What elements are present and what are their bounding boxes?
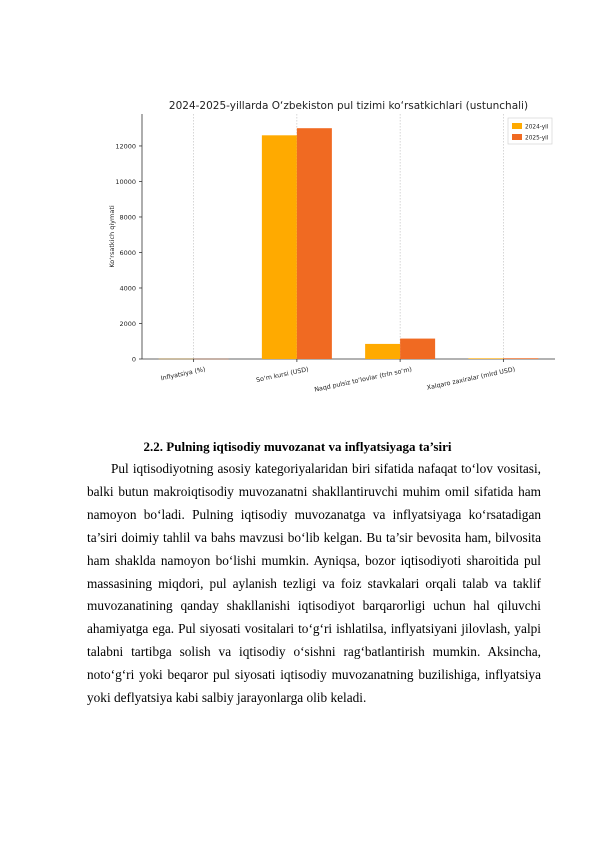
legend-label: 2024-yil (525, 124, 549, 131)
chart-title: 2024-2025-yillarda O‘zbekiston pul tizimi ko‘rsatkichlari (ustunchali) (168, 100, 529, 112)
legend-swatch (512, 134, 522, 140)
bar (297, 128, 332, 359)
bar (468, 358, 503, 359)
y-tick-label: 8000 (119, 213, 136, 222)
y-tick-label: 2000 (119, 319, 136, 328)
y-tick-label: 6000 (119, 248, 136, 257)
bar (400, 339, 435, 359)
y-tick-label: 10000 (115, 177, 136, 186)
y-tick-label: 4000 (119, 284, 136, 293)
y-axis-label: Ko‘rsatkich qiymati (108, 205, 116, 268)
y-tick-label: 0 (131, 355, 136, 364)
bar (365, 344, 400, 359)
bar (503, 358, 538, 359)
bar (262, 135, 297, 359)
body-paragraph: Pul iqtisodiyotning asosiy kategoriyalaridan biri sifatida nafaqat to‘lov vositasi, balki butun makroiqtisodiy muvozanatni shakllantiruvchi muhim omil sifatida ham namoyon bo‘ladi. Pulning iqtisodiy muvozanatga va inflyatsiyaga ko‘rsatadigan ta’siri doimiy tahlil va bahs mavzusi bo‘lib kelgan. Bu ta’sir bevosita ham, bilvosita ham shaklda namoyon bo‘lishi mumkin. Ayniqsa, bozor iqtisodiyoti sharoitida pul massasining miqdori, pul aylanish tezligi va foiz stavkalari orqali talab va taklif muvozanatining qanday shakllanishi iqtisodiyot barqarorligi uchun hal qiluvchi ahamiyatga ega. Pul siyosati vositalari to‘g‘ri ishlatilsa, inflyatsiyani jilovlash, yalpi talabni tartibga solish va iqtisodiy o‘sishni rag‘batlantirish mumkin. Aksincha, noto‘g‘ri yoki beqaror pul siyosati iqtisodiy muvozanatning buzilishiga, inflyatsiya yoki deflyatsiya kabi salbiy jarayonlarga olib keladi. (87, 461, 541, 706)
chart-canvas (100, 92, 562, 412)
bar-chart (100, 92, 562, 412)
legend-swatch (512, 123, 522, 129)
x-tick-label: Xalqaro zaxiralar (mlrd USD) (426, 366, 516, 392)
y-tick-label: 12000 (115, 142, 136, 151)
x-tick-label: So‘m kursi (USD) (255, 366, 310, 385)
section-heading: 2.2. Pulning iqtisodiy muvozanat va inflyatsiyaga ta’siri (143, 439, 452, 454)
x-tick-label: Naqd pulsiz to‘lovlar (trln so‘m) (313, 366, 413, 394)
legend-label: 2025-yil (525, 135, 549, 142)
x-tick-label: Inflyatsiya (%) (160, 366, 207, 383)
